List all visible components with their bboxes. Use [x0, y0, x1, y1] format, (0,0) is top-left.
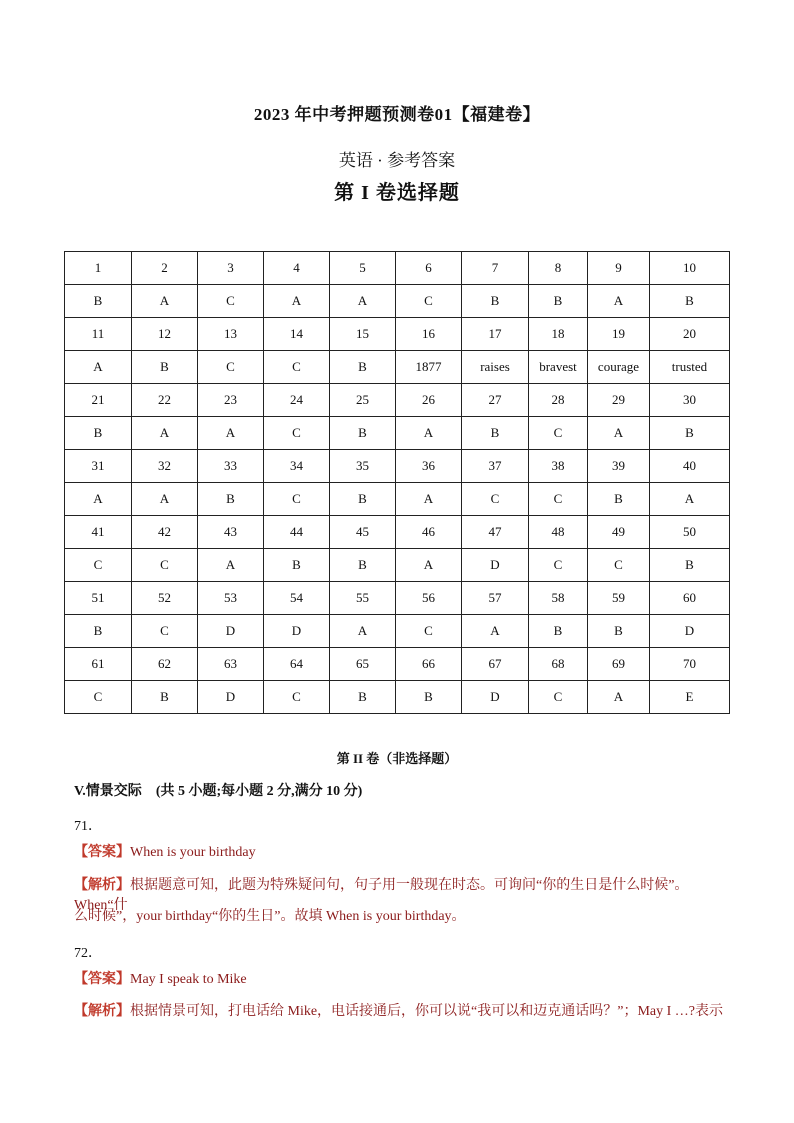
answer-cell: C — [198, 351, 264, 384]
answer-cell: A — [396, 417, 462, 450]
question-number-cell: 64 — [264, 648, 330, 681]
answer-cell: B — [650, 417, 730, 450]
question-number-cell: 28 — [529, 384, 588, 417]
question-number-cell: 52 — [132, 582, 198, 615]
question-number-cell: 27 — [462, 384, 529, 417]
analysis-text: 根据情景可知，打电话给 Mike，电话接通后，你可以说“我可以和迈克通话吗？”；May I …?表示 — [130, 1004, 724, 1019]
answer-tag: 【答案】 — [74, 972, 130, 987]
answer-cell: C — [529, 549, 588, 582]
question-number-cell: 37 — [462, 450, 529, 483]
question-number-cell: 60 — [650, 582, 730, 615]
answer-cell: C — [588, 549, 650, 582]
answer-cell: C — [529, 681, 588, 714]
answer-cell: B — [198, 483, 264, 516]
answer-cell: C — [264, 351, 330, 384]
question-number-cell: 19 — [588, 318, 650, 351]
document-subtitle: 英语 · 参考答案 — [338, 151, 456, 170]
question-number-cell: 36 — [396, 450, 462, 483]
answer-text: When is your birthday — [130, 845, 256, 860]
question-number-cell: 34 — [264, 450, 330, 483]
answer-cell: A — [396, 483, 462, 516]
analysis-tag: 【解析】 — [74, 1004, 130, 1019]
question-number-cell: 24 — [264, 384, 330, 417]
answer-cell: B — [529, 615, 588, 648]
answer-cell: A — [396, 549, 462, 582]
section-v-heading — [74, 780, 362, 800]
question-number-cell: 56 — [396, 582, 462, 615]
question-number-cell: 66 — [396, 648, 462, 681]
answer-row — [65, 351, 730, 384]
answer-cell: C — [65, 681, 132, 714]
question-number-cell: 6 — [396, 252, 462, 285]
question-number-cell: 2 — [132, 252, 198, 285]
document-title: 2023 年中考押题预测卷01【福建卷】 — [253, 105, 541, 124]
answer-cell: B — [330, 351, 396, 384]
question-number-cell: 61 — [65, 648, 132, 681]
question-number-cell: 39 — [588, 450, 650, 483]
answer-cell: B — [529, 285, 588, 318]
answer-cell: C — [65, 549, 132, 582]
question-number-cell: 44 — [264, 516, 330, 549]
answer-cell: bravest — [529, 351, 588, 384]
answer-cell: B — [462, 417, 529, 450]
question-number-cell: 63 — [198, 648, 264, 681]
question-number-cell: 18 — [529, 318, 588, 351]
answer-cell: B — [650, 285, 730, 318]
answer-cell: D — [650, 615, 730, 648]
answer-cell: A — [588, 417, 650, 450]
question-number-cell: 14 — [264, 318, 330, 351]
answer-cell: C — [264, 681, 330, 714]
question-number-cell: 47 — [462, 516, 529, 549]
answer-cell: A — [132, 285, 198, 318]
answer-cell: A — [65, 351, 132, 384]
answer-table-body — [65, 252, 730, 714]
question-number-cell: 23 — [198, 384, 264, 417]
analysis-line — [74, 1002, 724, 1022]
answer-cell: C — [529, 483, 588, 516]
question-number-cell: 65 — [330, 648, 396, 681]
question-number-row — [65, 648, 730, 681]
answer-cell: B — [650, 549, 730, 582]
answer-cell: A — [198, 417, 264, 450]
answer-cell: C — [529, 417, 588, 450]
answer-cell: C — [198, 285, 264, 318]
answer-cell: D — [198, 681, 264, 714]
question-number-row — [65, 582, 730, 615]
answer-table — [64, 251, 730, 714]
part2-title: 第 II 卷（非选择题） — [336, 751, 458, 766]
question-number-cell: 50 — [650, 516, 730, 549]
question-number-cell: 67 — [462, 648, 529, 681]
question-number-row — [65, 318, 730, 351]
answer-cell: B — [330, 417, 396, 450]
answer-cell: B — [65, 285, 132, 318]
answer-cell: B — [330, 483, 396, 516]
answer-cell: C — [264, 483, 330, 516]
answer-cell: B — [462, 285, 529, 318]
answer-cell: A — [588, 285, 650, 318]
question-number: 72． — [74, 946, 102, 961]
answer-row — [65, 285, 730, 318]
question-number-cell: 5 — [330, 252, 396, 285]
answer-line — [74, 843, 724, 863]
question-number-cell: 8 — [529, 252, 588, 285]
answer-line — [74, 970, 724, 990]
answer-cell: A — [132, 483, 198, 516]
question-number-row — [65, 450, 730, 483]
answer-cell: E — [650, 681, 730, 714]
answer-cell: B — [132, 351, 198, 384]
answer-cell: A — [198, 549, 264, 582]
question-number-cell: 70 — [650, 648, 730, 681]
question-number-cell: 35 — [330, 450, 396, 483]
question-number-cell: 25 — [330, 384, 396, 417]
question-number-cell: 31 — [65, 450, 132, 483]
answer-cell: B — [65, 417, 132, 450]
answer-cell: A — [132, 417, 198, 450]
answer-cell: B — [132, 681, 198, 714]
answer-cell: A — [462, 615, 529, 648]
answer-cell: B — [264, 549, 330, 582]
question-number-cell: 9 — [588, 252, 650, 285]
question-number-cell: 33 — [198, 450, 264, 483]
answer-row — [65, 549, 730, 582]
question-number-cell: 17 — [462, 318, 529, 351]
question-number-cell: 32 — [132, 450, 198, 483]
answer-cell: C — [264, 417, 330, 450]
question-number-cell: 43 — [198, 516, 264, 549]
question-number-cell: 45 — [330, 516, 396, 549]
question-number-cell: 53 — [198, 582, 264, 615]
question-number-cell: 46 — [396, 516, 462, 549]
answer-cell: A — [588, 681, 650, 714]
answer-cell: D — [264, 615, 330, 648]
question-number-cell: 68 — [529, 648, 588, 681]
question-number-cell: 12 — [132, 318, 198, 351]
answer-cell: A — [264, 285, 330, 318]
answer-row — [65, 483, 730, 516]
answer-row — [65, 417, 730, 450]
question-number-cell: 29 — [588, 384, 650, 417]
answer-cell: 1877 — [396, 351, 462, 384]
answer-cell: A — [650, 483, 730, 516]
question-number-cell: 15 — [330, 318, 396, 351]
question-number-cell: 58 — [529, 582, 588, 615]
answer-cell: C — [132, 549, 198, 582]
question-number-cell: 3 — [198, 252, 264, 285]
section-label: V.情景交际 — [74, 784, 142, 799]
answer-cell: A — [65, 483, 132, 516]
answer-cell: B — [330, 549, 396, 582]
answer-cell: C — [462, 483, 529, 516]
analysis-text: 么时候”，your birthday“你的生日”。故填 When is your birthday。 — [74, 909, 466, 924]
answer-tag: 【答案】 — [74, 845, 130, 860]
question-number-cell: 16 — [396, 318, 462, 351]
analysis-text: 根据题意可知，此题为特殊疑问句，句子用一般现在时态。可询问“你的生日是什么时候”。When“什 — [74, 878, 689, 913]
answer-cell: C — [396, 615, 462, 648]
question-number-cell: 11 — [65, 318, 132, 351]
answer-cell: B — [588, 615, 650, 648]
section-info: (共 5 小题;每小题 2 分,满分 10 分) — [155, 784, 363, 799]
answer-cell: C — [396, 285, 462, 318]
answer-row — [65, 681, 730, 714]
question-number-cell: 57 — [462, 582, 529, 615]
question-number-cell: 30 — [650, 384, 730, 417]
part1-title: 第 I 卷选择题 — [334, 182, 460, 204]
question-number-cell: 1 — [65, 252, 132, 285]
question-number-cell: 42 — [132, 516, 198, 549]
answer-cell: B — [65, 615, 132, 648]
question-number-cell: 51 — [65, 582, 132, 615]
question-number-cell: 59 — [588, 582, 650, 615]
question-number-cell: 22 — [132, 384, 198, 417]
question-number-cell: 38 — [529, 450, 588, 483]
question-number-cell: 48 — [529, 516, 588, 549]
question-number-cell: 20 — [650, 318, 730, 351]
question-number-cell: 7 — [462, 252, 529, 285]
answer-cell: courage — [588, 351, 650, 384]
answer-row — [65, 615, 730, 648]
question-number-cell: 13 — [198, 318, 264, 351]
answer-cell: A — [330, 615, 396, 648]
answer-cell: B — [588, 483, 650, 516]
answer-cell: A — [330, 285, 396, 318]
question-number-cell: 54 — [264, 582, 330, 615]
question-number-cell: 21 — [65, 384, 132, 417]
question-number-cell: 40 — [650, 450, 730, 483]
question-number-cell: 10 — [650, 252, 730, 285]
question-number-row — [65, 252, 730, 285]
question-number-cell: 41 — [65, 516, 132, 549]
answer-cell: B — [396, 681, 462, 714]
analysis-tag: 【解析】 — [74, 878, 130, 893]
question-number-row — [65, 384, 730, 417]
question-number-cell: 69 — [588, 648, 650, 681]
answer-cell: D — [462, 681, 529, 714]
analysis-line-continued — [74, 907, 724, 927]
answer-cell: B — [330, 681, 396, 714]
answer-cell: trusted — [650, 351, 730, 384]
answer-cell: D — [462, 549, 529, 582]
question-number-cell: 4 — [264, 252, 330, 285]
answer-cell: D — [198, 615, 264, 648]
question-number-row — [65, 516, 730, 549]
question-number-cell: 49 — [588, 516, 650, 549]
answer-text: May I speak to Mike — [130, 972, 247, 987]
question-number-cell: 26 — [396, 384, 462, 417]
answer-cell: C — [132, 615, 198, 648]
question-number-cell: 55 — [330, 582, 396, 615]
answer-cell: raises — [462, 351, 529, 384]
question-number: 71． — [74, 819, 102, 834]
question-number-cell: 62 — [132, 648, 198, 681]
